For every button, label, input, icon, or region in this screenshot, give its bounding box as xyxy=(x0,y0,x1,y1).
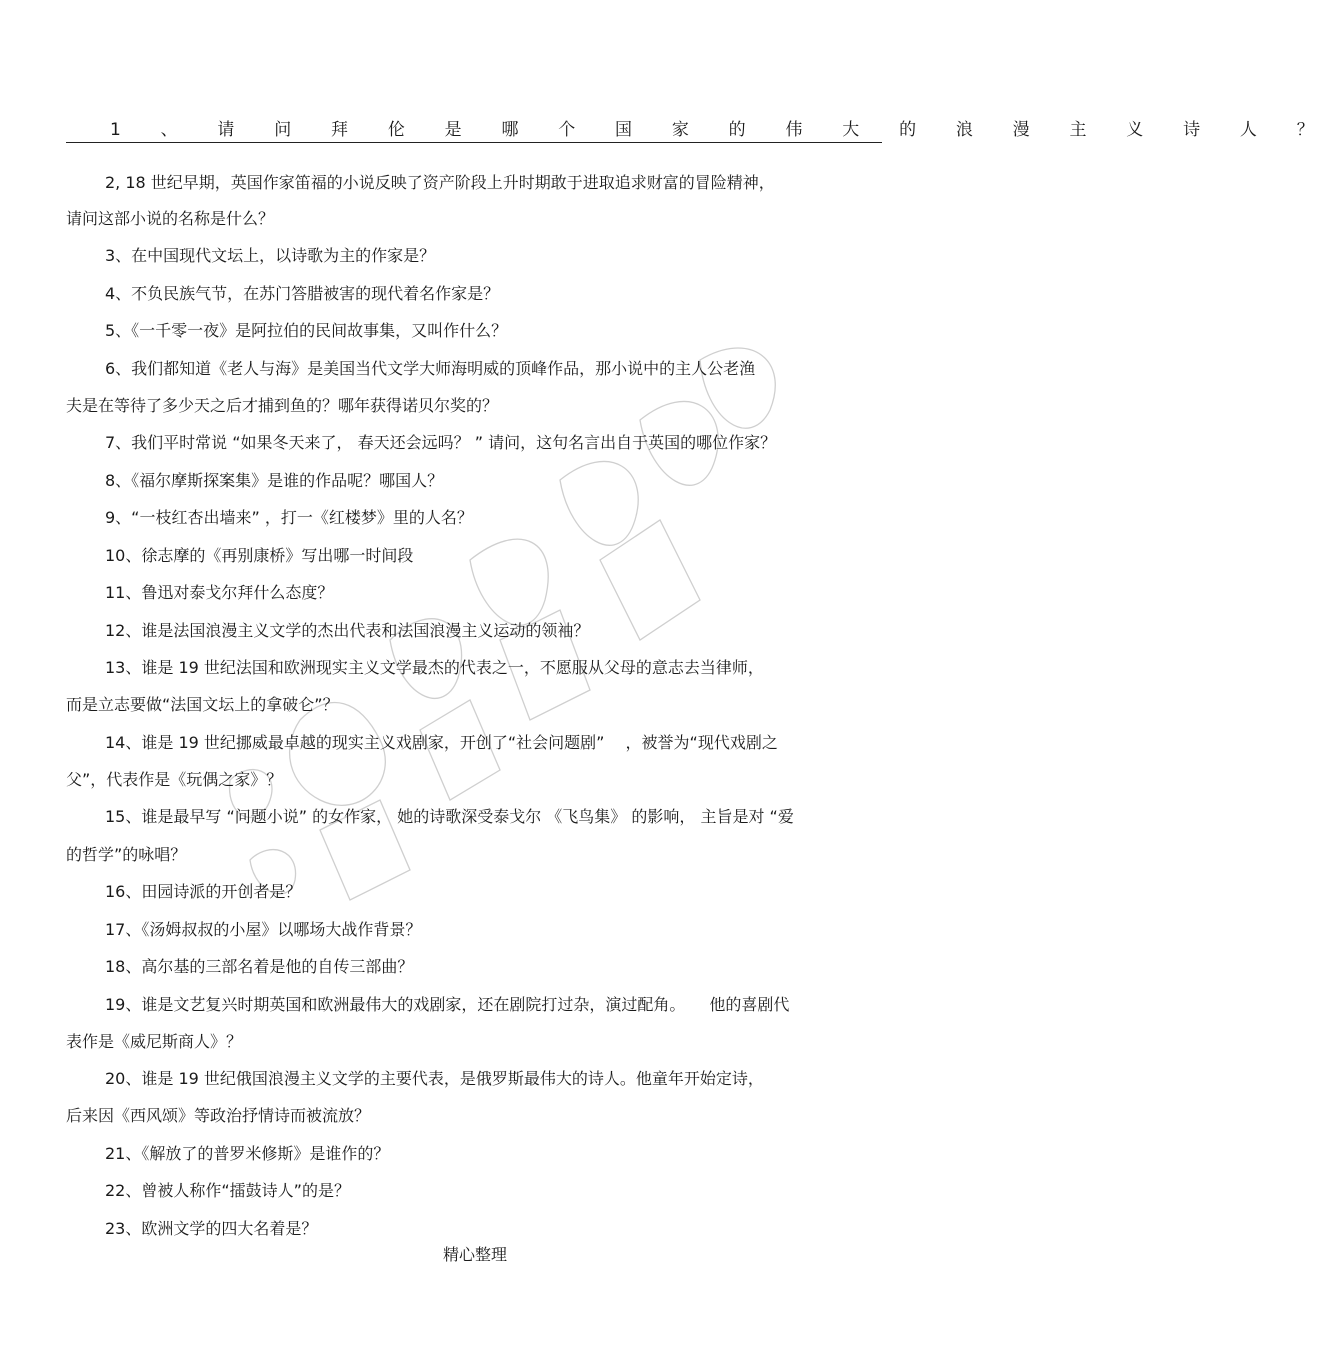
question-15-line-1: 15、谁是最早写 “问题小说” 的女作家， 她的诗歌深受泰戈尔 《飞鸟集》 的影响， 主旨是对 “爱 xyxy=(105,807,794,826)
question-16: 16、田园诗派的开创者是？ xyxy=(105,882,302,901)
question-5: 5、《一千零一夜》是阿拉伯的民间故事集，又叫作什么？ xyxy=(105,321,508,340)
question-8: 8、《福尔摩斯探案集》是谁的作品呢？哪国人？ xyxy=(105,471,444,490)
question-18: 18、高尔基的三部名着是他的自传三部曲？ xyxy=(105,957,414,976)
question-3: 3、在中国现代文坛上，以诗歌为主的作家是？ xyxy=(105,246,436,265)
question-1-text: 1 、 请 问 拜 伦 是 哪 个 国 家 的 伟 大 的 浪 漫 主 义 诗 人 ？ xyxy=(110,120,1331,140)
question-4: 4、不负民族气节，在苏门答腊被害的现代着名作家是？ xyxy=(105,284,500,303)
question-11: 11、鲁迅对泰戈尔拜什么态度？ xyxy=(105,583,334,602)
question-20-line-1: 20、谁是 19 世纪俄国浪漫主义文学的主要代表，是俄罗斯最伟大的诗人。他童年开始定诗， xyxy=(105,1069,764,1088)
question-13-line-1: 13、谁是 19 世纪法国和欧洲现实主义文学最杰的代表之一，不愿服从父母的意志去当律师， xyxy=(105,658,764,677)
question-15-line-2: 的哲学”的咏唱？ xyxy=(66,845,187,864)
question-14-line-1: 14、谁是 19 世纪挪威最卓越的现实主义戏剧家，开创了“社会问题剧” ，被誉为“现代戏剧之 xyxy=(105,733,778,752)
question-19-line-2: 表作是《威尼斯商人》？ xyxy=(66,1032,243,1051)
question-2-line-2: 请问这部小说的名称是什么？ xyxy=(66,209,275,228)
question-10: 10、徐志摩的《再别康桥》写出哪一时间段 xyxy=(105,546,414,565)
question-21: 21、《解放了的普罗米修斯》是谁作的？ xyxy=(105,1144,390,1163)
question-13-line-2: 而是立志要做“法国文坛上的拿破仑”？ xyxy=(66,695,339,714)
question-22: 22、曾被人称作“擂鼓诗人”的是？ xyxy=(105,1181,350,1200)
question-17: 17、《汤姆叔叔的小屋》以哪场大战作背景？ xyxy=(105,920,422,939)
question-20-line-2: 后来因《西风颂》等政治抒情诗而被流放？ xyxy=(66,1106,371,1125)
question-14-line-2: 父”，代表作是《玩偶之家》？ xyxy=(66,770,283,789)
question-6-line-2: 夫是在等待了多少天之后才捕到鱼的？哪年获得诺贝尔奖的？ xyxy=(66,396,499,415)
question-2-line-1: 2, 18 世纪早期，英国作家笛福的小说反映了资产阶段上升时期敢于进取追求财富的冒险精神， xyxy=(105,173,775,192)
question-7: 7、我们平时常说 “如果冬天来了， 春天还会远吗？ ” 请问，这句名言出自于英国的哪位作家？ xyxy=(105,433,777,452)
question-19-line-1: 19、谁是文艺复兴时期英国和欧洲最伟大的戏剧家，还在剧院打过杂，演过配角。 他的喜剧代 xyxy=(105,995,790,1014)
question-23: 23、欧洲文学的四大名着是？ xyxy=(105,1219,318,1238)
question-9: 9、“一枝红杏出墙来” ，打一《红楼梦》里的人名？ xyxy=(105,508,473,527)
question-6-line-1: 6、我们都知道《老人与海》是美国当代文学大师海明威的顶峰作品，那小说中的主人公老渔 xyxy=(105,359,756,378)
page-footer: 精心整理 xyxy=(442,1245,507,1264)
question-12: 12、谁是法国浪漫主义文学的杰出代表和法国浪漫主义运动的领袖？ xyxy=(105,621,590,640)
question-1-header xyxy=(66,120,1331,143)
